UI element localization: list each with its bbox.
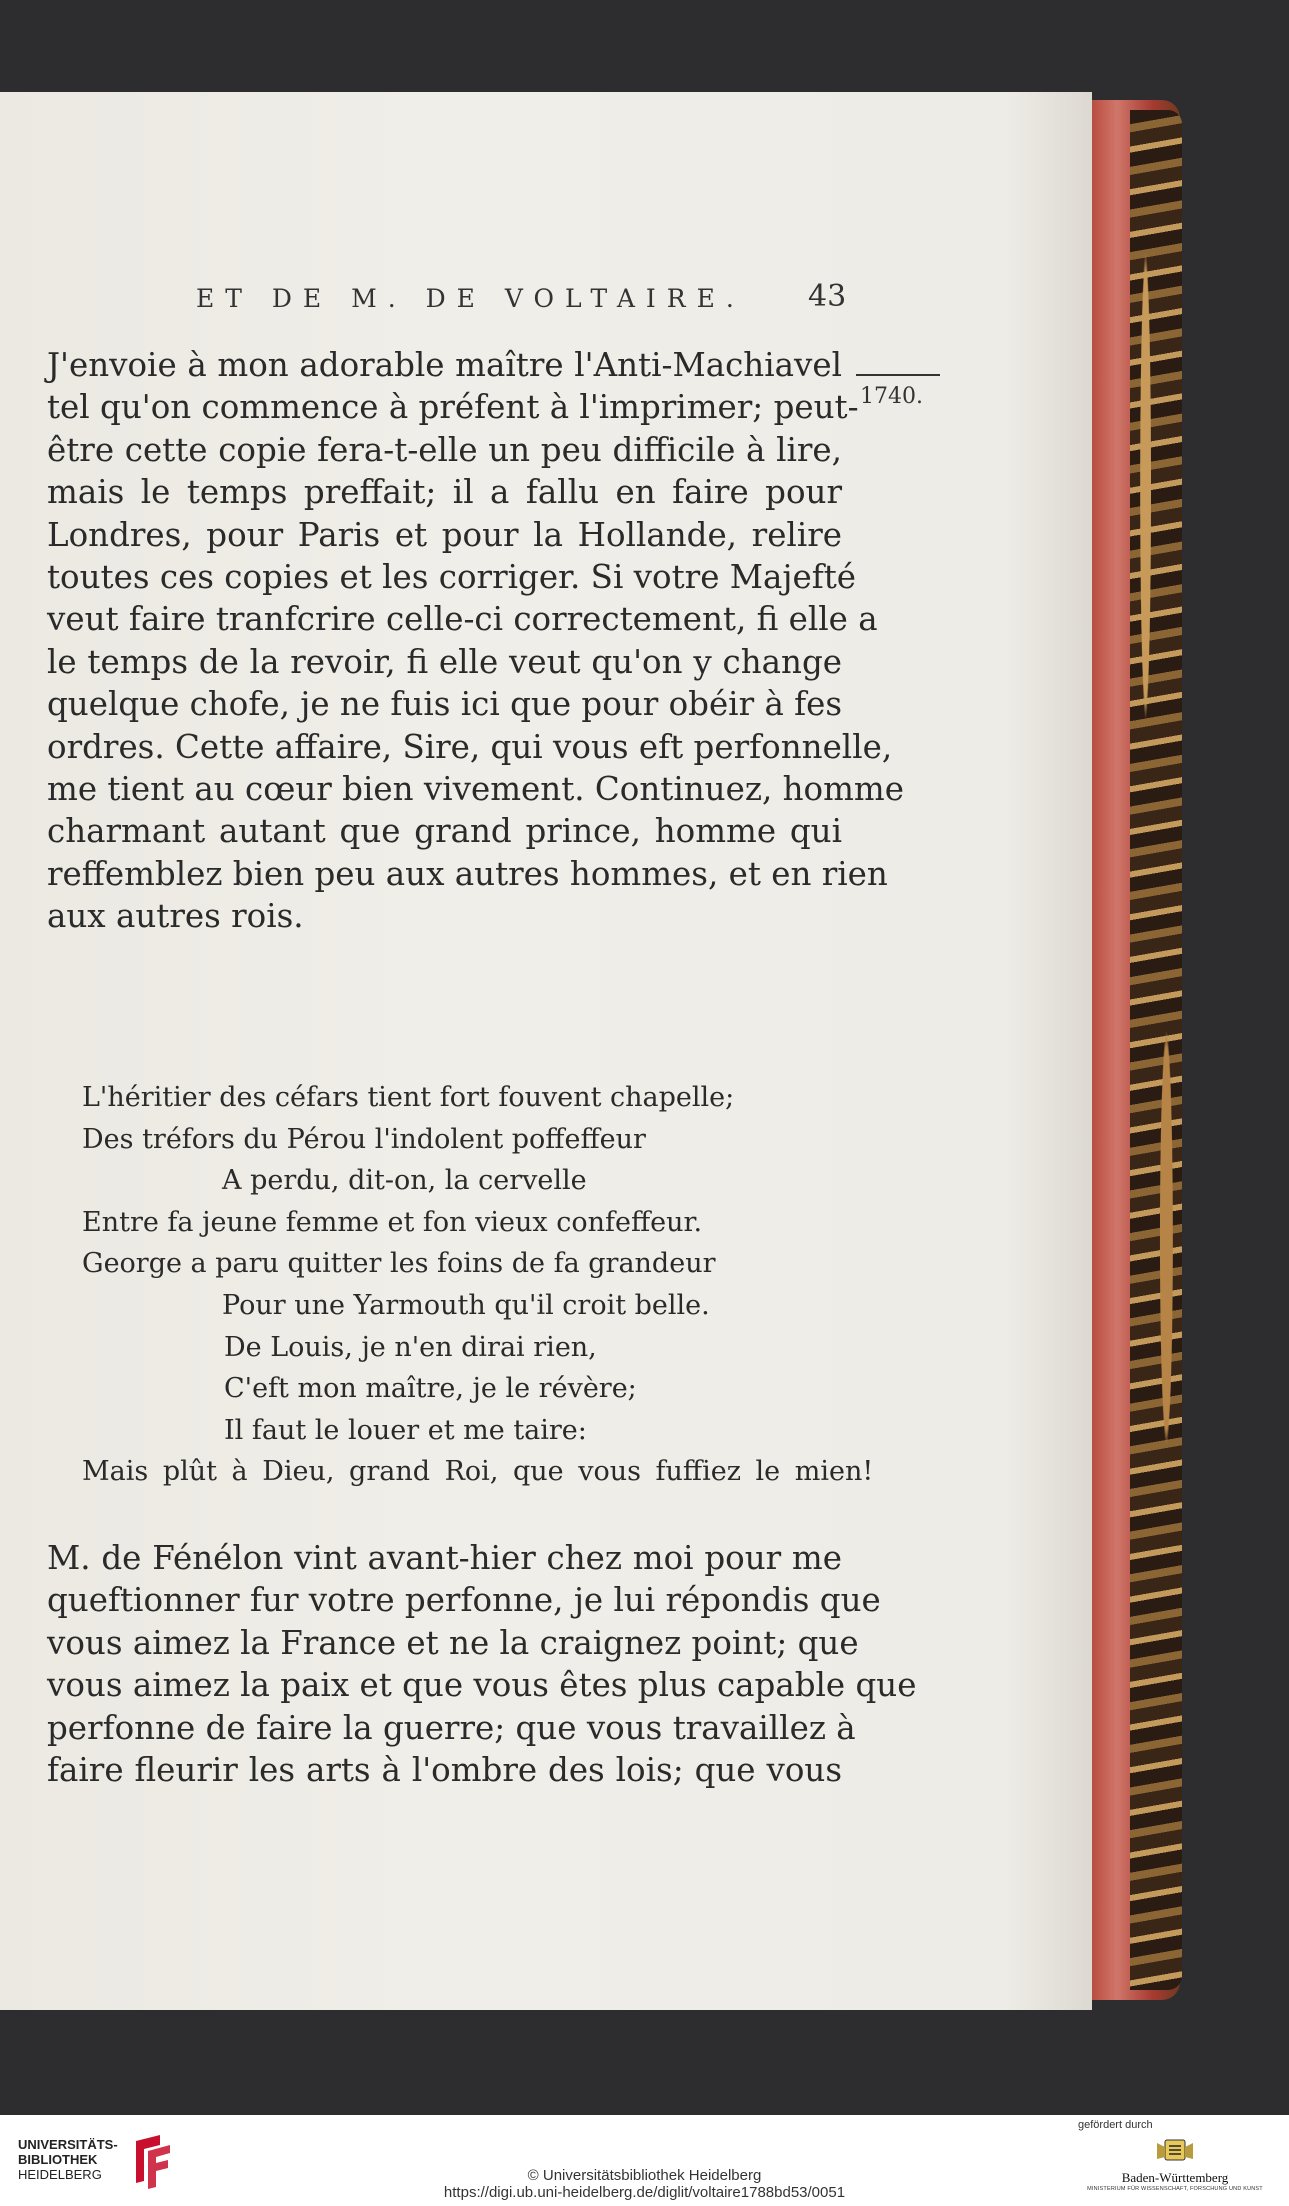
- text-line: quelque chofe, je ne fuis ici que pour obéir à fes: [47, 685, 843, 724]
- text-line: M. de Fénélon vint avant-hier chez moi pour me: [47, 1539, 842, 1577]
- text-line: me tient au cœur bien vivement. Continuez, homme: [47, 769, 904, 808]
- text-line: ordres. Cette affaire, Sire, qui vous eft perfonnelle,: [47, 727, 893, 766]
- verse-line: Pour une Yarmouth qu'il croit belle.: [222, 1289, 710, 1321]
- text-line: mais le temps preffait; il a fallu en faire pour: [47, 473, 842, 512]
- text-line: queftionner fur votre perfonne, je lui répondis que: [47, 1581, 881, 1620]
- verse-line: C'eft mon maître, je le révère;: [224, 1373, 637, 1405]
- verse-line: George a paru quitter les foins de fa grandeur: [82, 1248, 716, 1280]
- funder-ministry: MINISTERIUM FÜR WISSENSCHAFT, FORSCHUNG UND KUNST: [1087, 2186, 1263, 2192]
- text-line: perfonne de faire la guerre; que vous travaillez à: [47, 1708, 856, 1747]
- copyright-text: © Universitätsbibliothek Heidelberg: [527, 2167, 762, 2184]
- book-page: [0, 92, 1092, 2010]
- verse-line: Il faut le louer et me taire:: [224, 1414, 587, 1446]
- verse-line: De Louis, je n'en dirai rien,: [224, 1331, 597, 1363]
- text-line: faire fleurir les arts à l'ombre des lois; que vous: [47, 1750, 842, 1789]
- text-line: le temps de la revoir, fi elle veut qu'on y change: [47, 642, 842, 681]
- verse-block: [82, 1077, 873, 1493]
- verse-line: L'héritier des céfars tient fort fouvent chapelle;: [82, 1082, 735, 1113]
- funder-name: Baden-Württemberg: [1121, 2170, 1229, 2185]
- library-name: UNIVERSITÄTS- BIBLIOTHEK HEIDELBERG: [18, 2137, 118, 2182]
- text-line: vous aimez la paix et que vous êtes plus capable que: [47, 1666, 917, 1705]
- verse-line: Des tréfors du Pérou l'indolent poffeffeur: [82, 1123, 646, 1155]
- text-line: Londres, pour Paris et pour la Hollande, relire: [47, 515, 842, 554]
- verse-line: Mais plût à Dieu, grand Roi, que vous fuffiez le mien!: [82, 1456, 874, 1488]
- text-line: veut faire tranfcrire celle-ci correctement, fi elle a: [47, 600, 878, 639]
- permalink[interactable]: https://digi.ub.uni-heidelberg.de/diglit/voltaire1788bd53/0051: [443, 2184, 846, 2201]
- paragraph-2: [47, 1537, 917, 1791]
- text-line: aux autres rois.: [47, 897, 304, 936]
- funder-block: [1075, 2119, 1275, 2192]
- page-number: 43: [808, 279, 847, 314]
- funded-by-label: gefördert durch: [1078, 2119, 1153, 2131]
- footer-bar: [0, 2115, 1289, 2206]
- text-line: J'envoie à mon adorable maître l'Anti-Machiavel: [47, 346, 842, 384]
- text-line: reffemblez bien peu aux autres hommes, et en rien: [47, 854, 888, 893]
- marbled-cover: [1130, 110, 1182, 1990]
- verse-line: Entre fa jeune femme et fon vieux confeffeur.: [82, 1206, 703, 1238]
- text-line: toutes ces copies et les corriger. Si votre Majefté: [47, 557, 857, 596]
- crest-icon: [1153, 2137, 1197, 2163]
- verse-line: A perdu, dit-on, la cervelle: [222, 1165, 587, 1197]
- margin-rule: [856, 374, 940, 376]
- text-line: tel qu'on commence à préfent à l'imprimer; peut-: [47, 388, 859, 427]
- text-line: vous aimez la France et ne la craignez point; que: [47, 1623, 859, 1662]
- text-line: charmant autant que grand prince, homme qui: [47, 812, 842, 851]
- running-title: ET DE M. DE VOLTAIRE.: [196, 284, 745, 313]
- text-line: être cette copie fera-t-elle un peu difficile à lire,: [47, 430, 842, 469]
- margin-year: 1740.: [860, 384, 923, 409]
